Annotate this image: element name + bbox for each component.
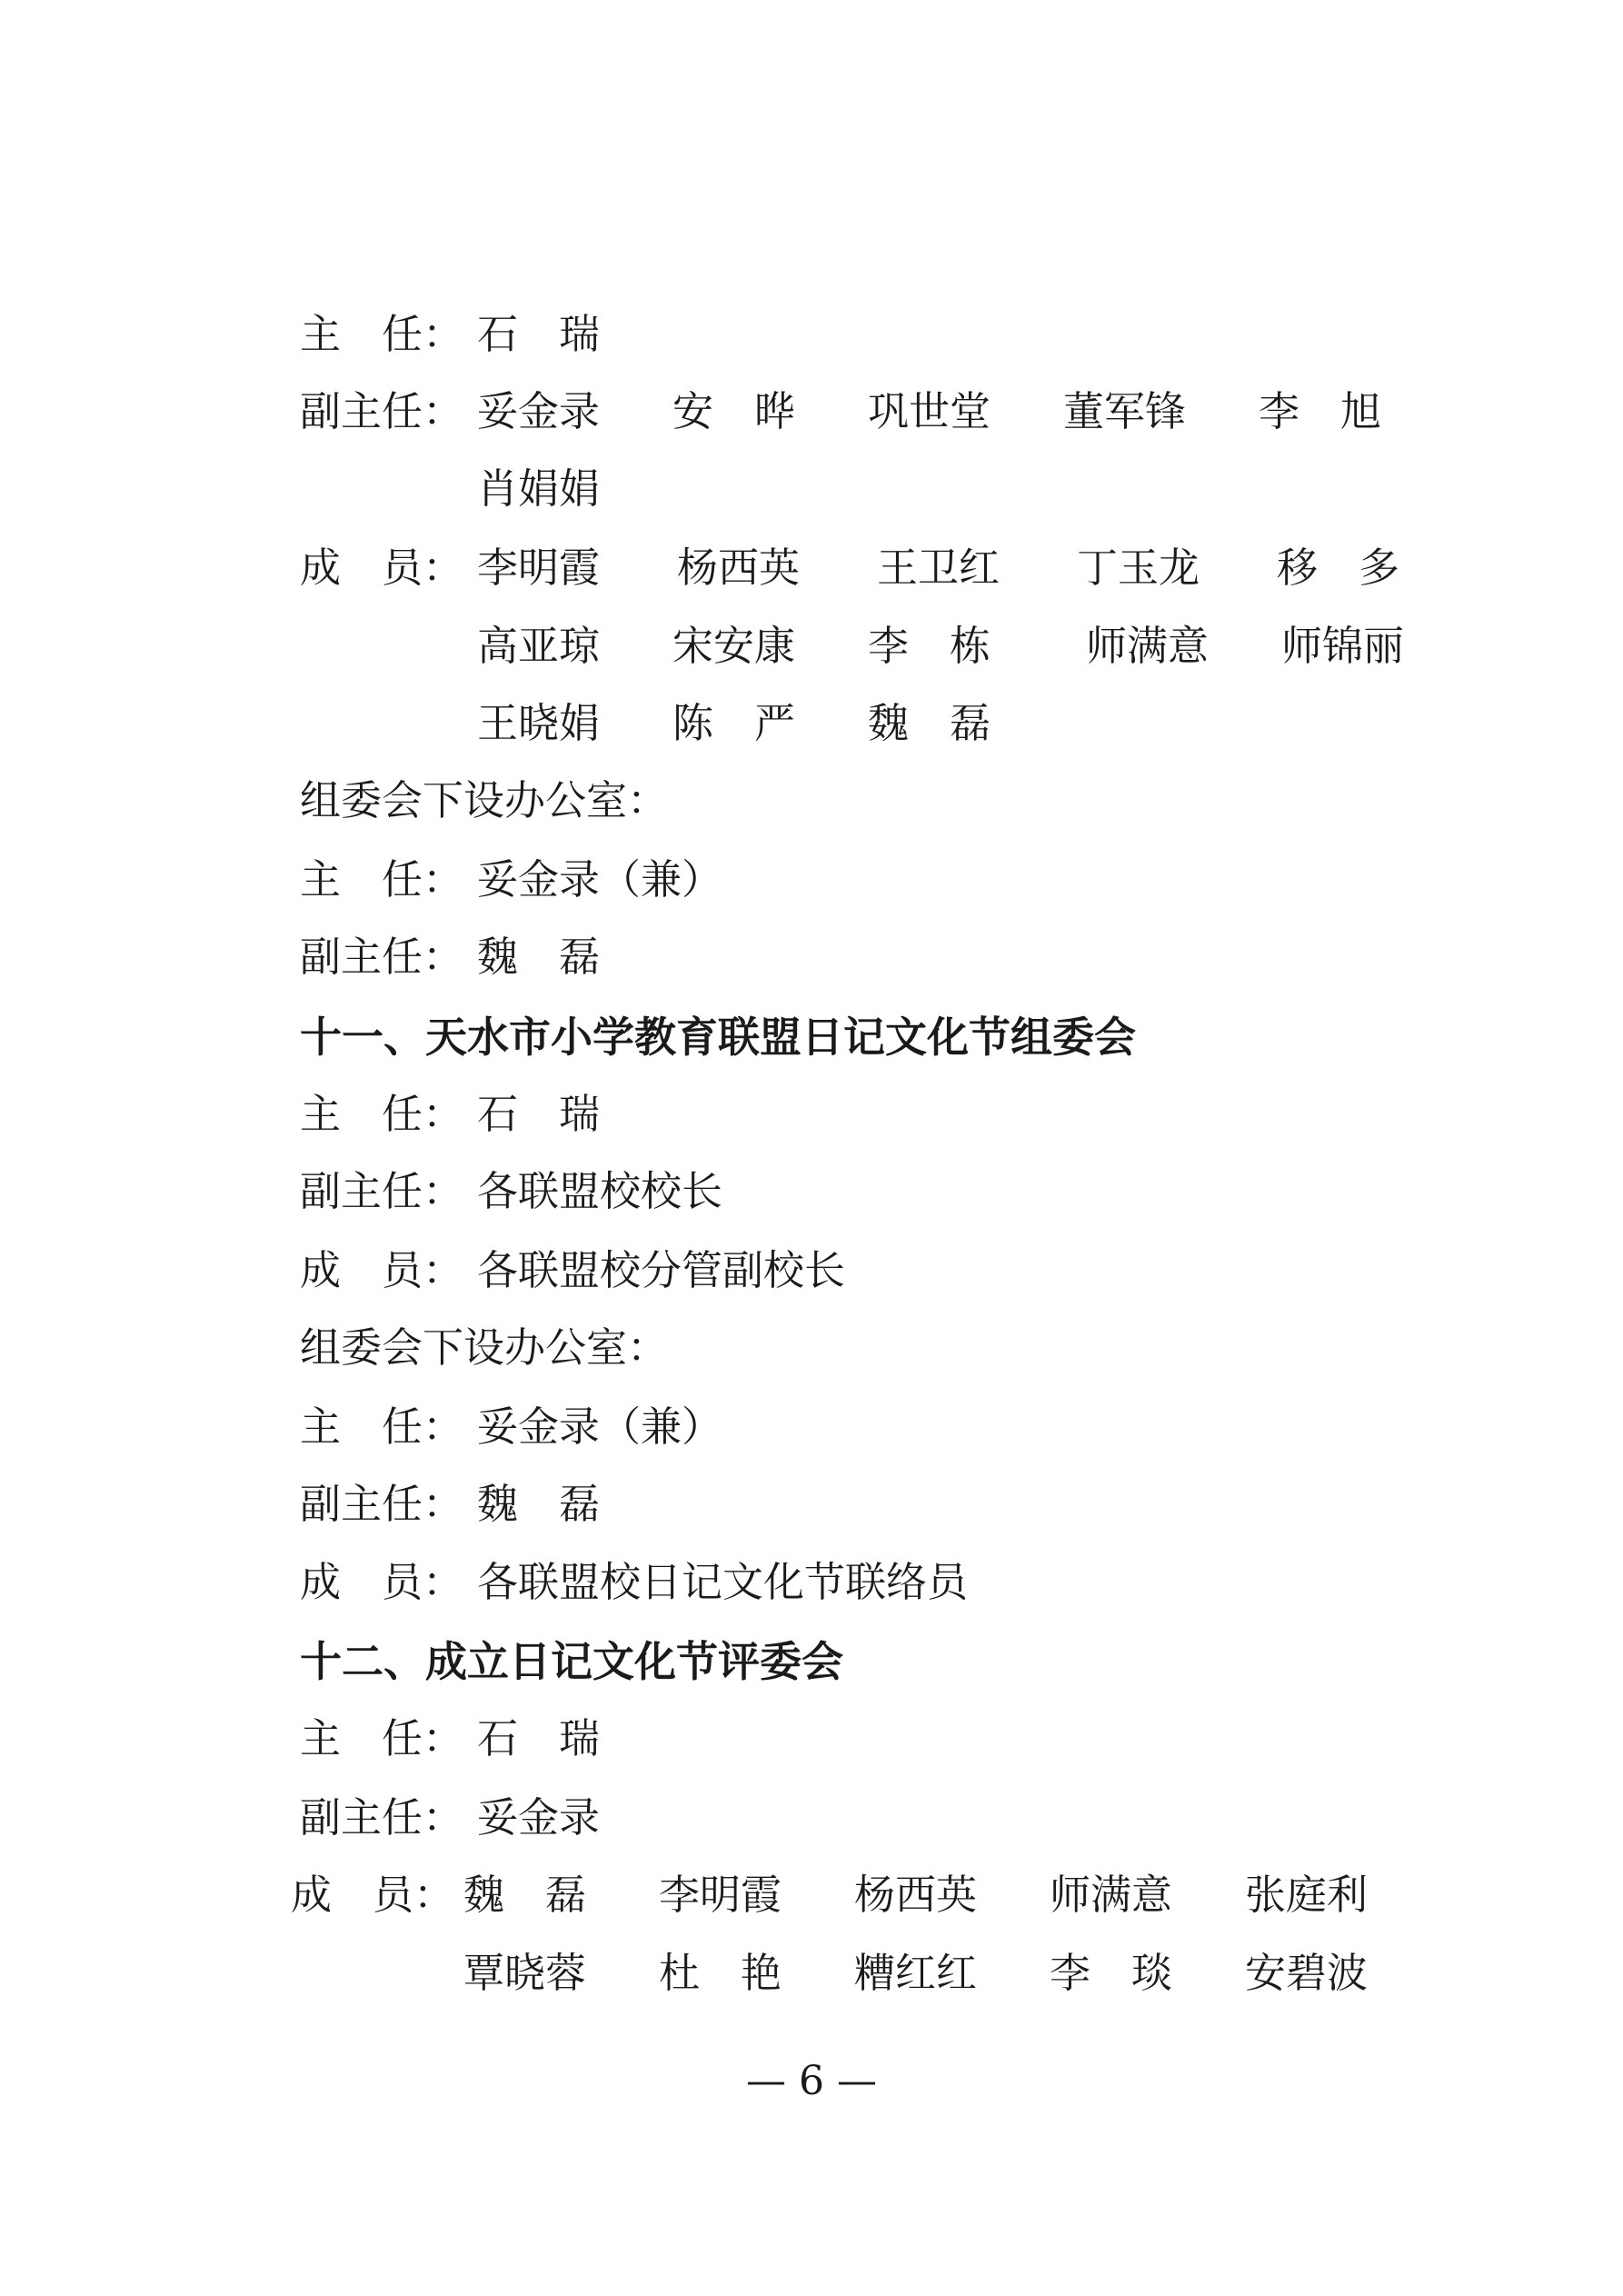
- sec12-heading: [300, 1622, 1481, 1701]
- sec12-members-row-2: [291, 1934, 1472, 2012]
- sec12-member-name: 糟红红: [854, 1949, 978, 1997]
- sec10-member-name: 移 多: [1277, 544, 1400, 592]
- sec10-office-director-label: 主 任：: [300, 855, 464, 903]
- sec10-office-director-value: 妥金录（兼）: [477, 855, 723, 903]
- sec11-office-members-label: 成 员：: [300, 1558, 464, 1606]
- sec10-deputies-row-1: [300, 373, 1481, 451]
- sec11-office-deputy-value: 魏 磊: [477, 1480, 601, 1528]
- sec12-deputy-value: 妥金录: [477, 1793, 601, 1842]
- sec10-member-name: 高亚琼: [477, 622, 601, 670]
- sec12-member-name: 魏 磊: [463, 1871, 587, 1919]
- sec12-member-name: 李明霞: [659, 1871, 782, 1919]
- sec10-member-name: 王晓娟: [477, 699, 601, 747]
- sec10-member-name: 王卫红: [877, 544, 1001, 592]
- sec12-deputy-row: [300, 1779, 1481, 1857]
- sec10-member-name: 李 栋: [868, 622, 991, 670]
- sec10-director-label: 主 任：: [300, 310, 464, 358]
- sec12-deputy-label: 副主任：: [300, 1793, 464, 1842]
- sec10-members-label: 成 员：: [300, 544, 464, 592]
- sec10-deputy-name: 肖娟娟: [477, 464, 601, 513]
- sec10-director-row: [300, 295, 1481, 374]
- sec10-deputy-name: 妥金录: [477, 387, 601, 435]
- sec10-office-intro-text: 组委会下设办公室：: [300, 776, 669, 824]
- sec10-deputies-row-2: [300, 450, 1481, 528]
- sec12-director-value: 石 瑞: [477, 1714, 601, 1762]
- sec10-deputy-name: 李 旭: [1259, 387, 1382, 435]
- sec11-office-members-row: [300, 1543, 1481, 1622]
- sec12-member-name: 师满意: [1050, 1871, 1173, 1919]
- sec11-members-label: 成 员：: [300, 1246, 464, 1294]
- sec12-heading-text: 十二、成立日记文化节评委会: [300, 1637, 843, 1686]
- sec10-deputy-name: 董军锋: [1063, 387, 1187, 435]
- sec12-member-name: 安碧波: [1245, 1949, 1369, 1997]
- sec11-director-row: [300, 1075, 1481, 1153]
- sec11-members-row: [300, 1232, 1481, 1310]
- sec11-office-director-label: 主 任：: [300, 1403, 464, 1451]
- sec10-deputy-name: 巩世堂: [868, 387, 991, 435]
- sec11-members-value: 各联盟校分管副校长: [477, 1246, 846, 1294]
- sec12-member-name: 李 琰: [1050, 1949, 1173, 1997]
- sec10-member-name: 陈 严: [672, 699, 796, 747]
- sec12-member-name: 杨西英: [854, 1871, 978, 1919]
- sec11-heading: [300, 998, 1481, 1076]
- sec10-member-name: 丁玉龙: [1077, 544, 1200, 592]
- sec10-members-row-1: [300, 529, 1481, 607]
- sec10-members-row-2: [300, 607, 1481, 685]
- page-number: — 6 —: [746, 2058, 877, 2104]
- sec11-office-members-value: 各联盟校日记文化节联络员: [477, 1558, 969, 1606]
- sec12-member-name: 杜 艳: [659, 1949, 782, 1997]
- sec12-director-label: 主 任：: [300, 1714, 464, 1762]
- sec11-office-intro-text: 组委会下设办公室：: [300, 1323, 669, 1372]
- sec11-deputy-row: [300, 1153, 1481, 1231]
- sec10-member-name: 师满意: [1086, 622, 1210, 670]
- sec12-director-row: [300, 1700, 1481, 1778]
- sec12-members-row-1: [291, 1856, 1472, 1934]
- sec10-member-name: 宋安康: [672, 622, 796, 670]
- sec12-member-name: 覃晓蓉: [463, 1949, 587, 1997]
- sec11-deputy-label: 副主任：: [300, 1167, 464, 1215]
- sec11-deputy-value: 各联盟校校长: [477, 1167, 723, 1215]
- sec10-member-name: 魏 磊: [868, 699, 991, 747]
- sec10-deputy-name: 安 晔: [672, 387, 796, 435]
- sec11-office-director-value: 妥金录（兼）: [477, 1403, 723, 1451]
- sec11-director-value: 石 瑞: [477, 1090, 601, 1138]
- sec10-office-intro: [300, 762, 1481, 840]
- sec10-office-deputy-value: 魏 磊: [477, 933, 601, 981]
- sec11-office-deputy-row: [300, 1465, 1481, 1543]
- sec10-office-deputy-label: 副主任：: [300, 933, 464, 981]
- sec11-office-intro: [300, 1309, 1481, 1387]
- sec10-member-name: 李明霞: [477, 544, 601, 592]
- sec10-office-deputy-row: [300, 918, 1481, 996]
- sec11-office-director-row: [300, 1388, 1481, 1466]
- sec10-deputies-label: 副主任：: [300, 387, 464, 435]
- sec10-director-name: 石 瑞: [477, 310, 601, 358]
- sec11-heading-text: 十一、天水市小学教育联盟日记文化节组委会: [300, 1013, 1136, 1062]
- sec12-members-label: 成 员：: [291, 1871, 455, 1919]
- sec10-members-row-3: [300, 684, 1481, 763]
- sec10-member-name: 师锦丽: [1281, 622, 1405, 670]
- sec11-office-deputy-label: 副主任：: [300, 1480, 464, 1528]
- sec10-office-director-row: [300, 841, 1481, 919]
- sec12-member-name: 张庭利: [1245, 1871, 1369, 1919]
- sec11-director-label: 主 任：: [300, 1090, 464, 1138]
- sec10-member-name: 杨西英: [677, 544, 801, 592]
